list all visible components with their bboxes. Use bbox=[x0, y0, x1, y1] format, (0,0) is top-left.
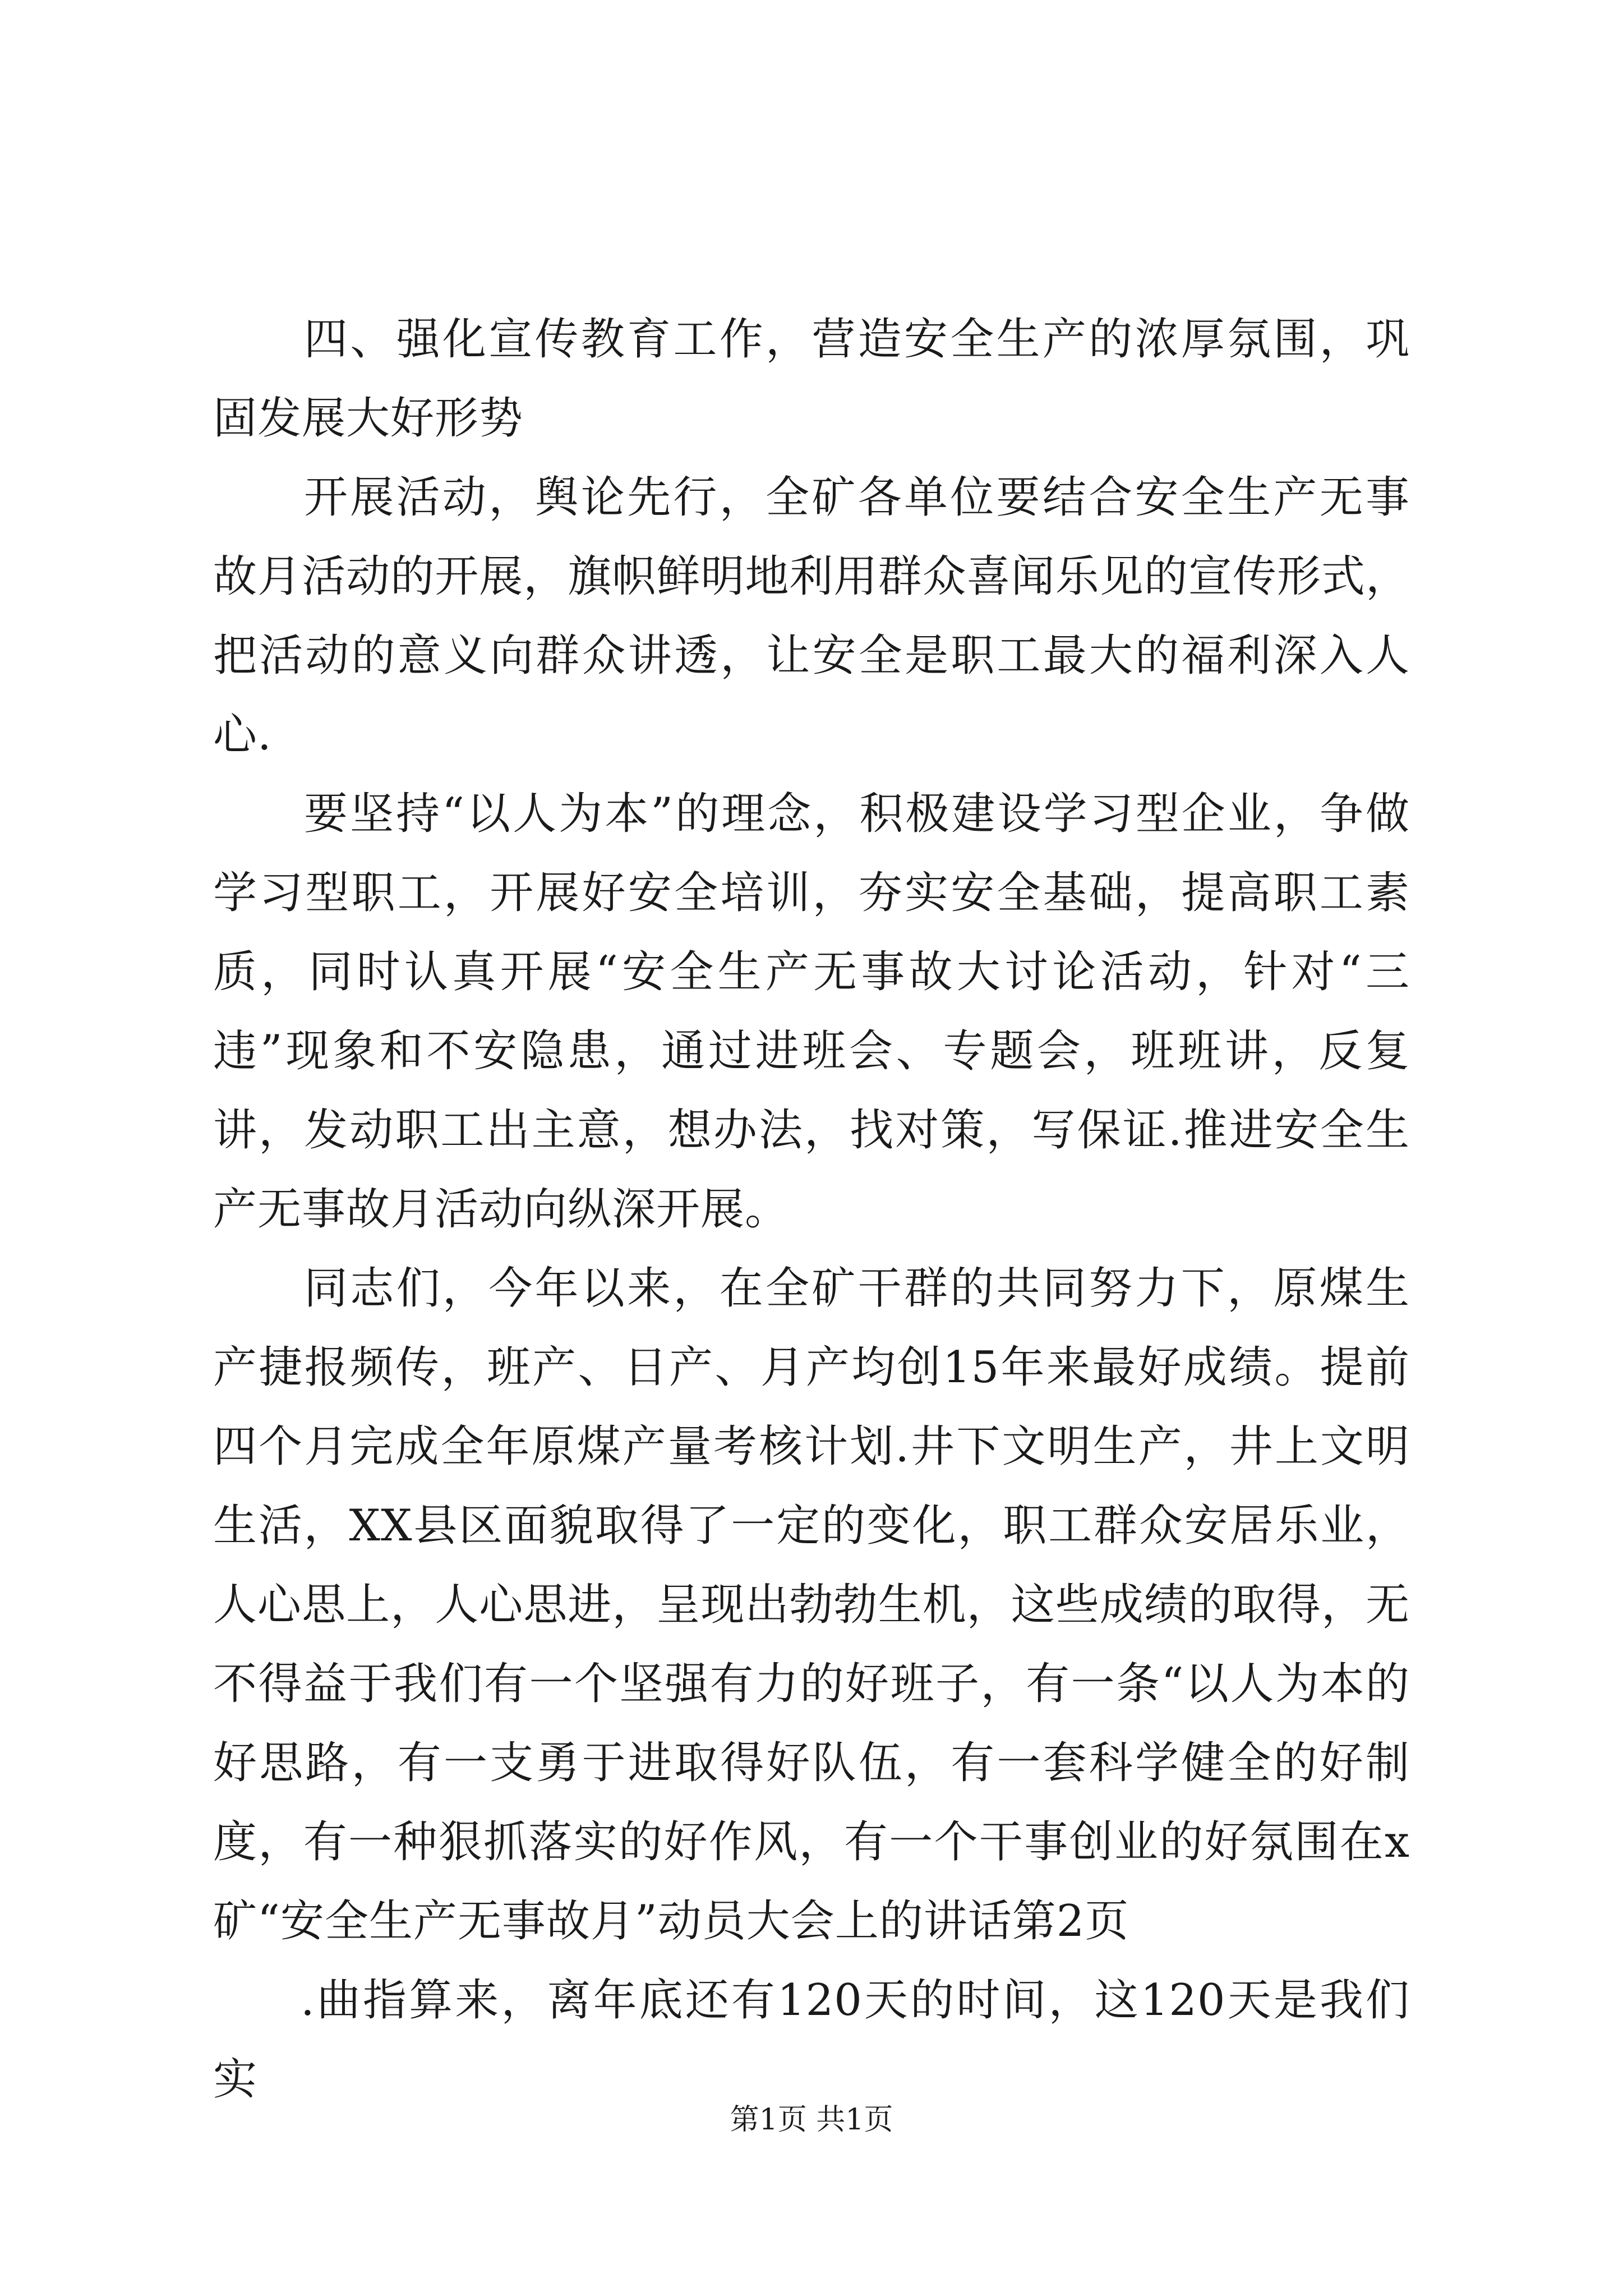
paragraph-section-heading: 四、强化宣传教育工作，营造安全生产的浓厚氛围，巩固发展大好形势 bbox=[213, 314, 1410, 444]
page-footer: 第1页 共1页 bbox=[730, 2103, 893, 2137]
paragraph-achievements: 同志们，今年以来，在全矿干群的共同努力下，原煤生产捷报频传，班产、日产、月产均创15年来最好成绩。提前四个月完成全年原煤产量考核计划.井下文明生产，井上文明生活，XX县区面貌取得了一定的变化，职工群众安居乐业，人心思上，人心思进，呈现出勃勃生机，这些成绩的取得，无不得益于我们有一个坚强有力的好班子，有一条“以人为本的好思路，有一支勇于进取得好队伍，有一套科学健全的好制度，有一种狠抓落实的好作风，有一个干事创业的好氛围在x矿“安全生产无事故月”动员大会上的讲话第2页 bbox=[213, 1263, 1410, 1947]
document-body bbox=[213, 300, 1410, 2119]
paragraph-publicity: 开展活动，舆论先行，全矿各单位要结合安全生产无事故月活动的开展，旗帜鲜明地利用群众喜闻乐见的宣传形式，把活动的意义向群众讲透，让安全是职工最大的福利深入人心. bbox=[213, 472, 1410, 760]
paragraph-countdown: .曲指算来，离年底还有120天的时间，这120天是我们实 bbox=[213, 1975, 1410, 2105]
paragraph-people-oriented: 要坚持“以人为本”的理念，积极建设学习型企业，争做学习型职工，开展好安全培训，夯实安全基础，提高职工素质，同时认真开展“安全生产无事故大讨论活动，针对“三违”现象和不安隐患，通过进班会、专题会，班班讲，反复讲，发动职工出主意，想办法，找对策，写保证.推进安全生产无事故月活动向纵深开展。 bbox=[213, 789, 1410, 1235]
